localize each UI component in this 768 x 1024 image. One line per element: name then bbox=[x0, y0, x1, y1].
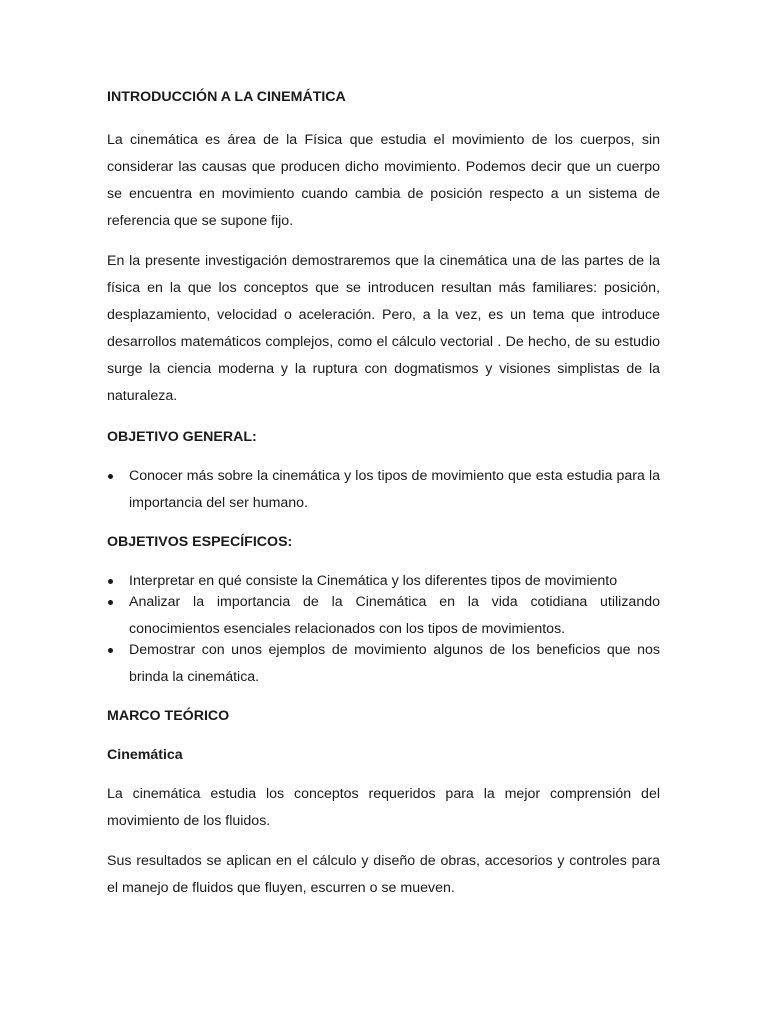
list-item-text: Analizar la importancia de la Cinemática en la vida cotidiana utilizando conocimientos esenciales relacionados con los tipos de movimientos. bbox=[129, 594, 660, 637]
specific-objectives-heading: OBJETIVOS ESPECÍFICOS: bbox=[107, 534, 293, 550]
specific-objectives-list bbox=[107, 568, 660, 691]
theory-paragraph-1: La cinemática estudia los conceptos requeridos para la mejor comprensión del movimiento de los fluidos. bbox=[107, 786, 660, 829]
list-item bbox=[107, 637, 660, 691]
intro-paragraph-2: En la presente investigación demostraremos que la cinemática una de las partes de la física en la que los conceptos que se introducen resultan más familiares: posición, desplazamiento, velocidad o aceleración. Pero, a la vez, es un tema que introduce desarrollos matemáticos complejos, como el cálculo vectorial . De hecho, de su estudio surge la ciencia moderna y la ruptura con dogmatismos y visiones simplistas de la naturaleza. bbox=[107, 253, 660, 404]
list-item bbox=[107, 589, 660, 643]
theory-subheading: Cinemática bbox=[107, 747, 183, 763]
intro-heading: INTRODUCCIÓN A LA CINEMÁTICA bbox=[107, 89, 346, 105]
list-item-text: Demostrar con unos ejemplos de movimiento algunos de los beneficios que nos brinda la cinemática. bbox=[129, 642, 660, 685]
list-item bbox=[107, 463, 660, 517]
general-objectives-list bbox=[107, 463, 660, 517]
intro-paragraph-1: La cinemática es área de la Física que estudia el movimiento de los cuerpos, sin considerar las causas que producen dicho movimiento. Podemos decir que un cuerpo se encuentra en movimiento cuando cambia de posición respecto a un sistema de referencia que se supone fijo. bbox=[107, 132, 660, 229]
list-item-text: Interpretar en qué consiste la Cinemática y los diferentes tipos de movimiento bbox=[129, 573, 618, 589]
general-objective-heading: OBJETIVO GENERAL: bbox=[107, 429, 257, 445]
list-item-text: Conocer más sobre la cinemática y los tipos de movimiento que esta estudia para la importancia del ser humano. bbox=[129, 468, 660, 511]
theory-paragraph-2: Sus resultados se aplican en el cálculo y diseño de obras, accesorios y controles para el manejo de fluidos que fluyen, escurren o se mueven. bbox=[107, 853, 660, 896]
document-page bbox=[107, 84, 660, 902]
theory-heading: MARCO TEÓRICO bbox=[107, 708, 230, 724]
